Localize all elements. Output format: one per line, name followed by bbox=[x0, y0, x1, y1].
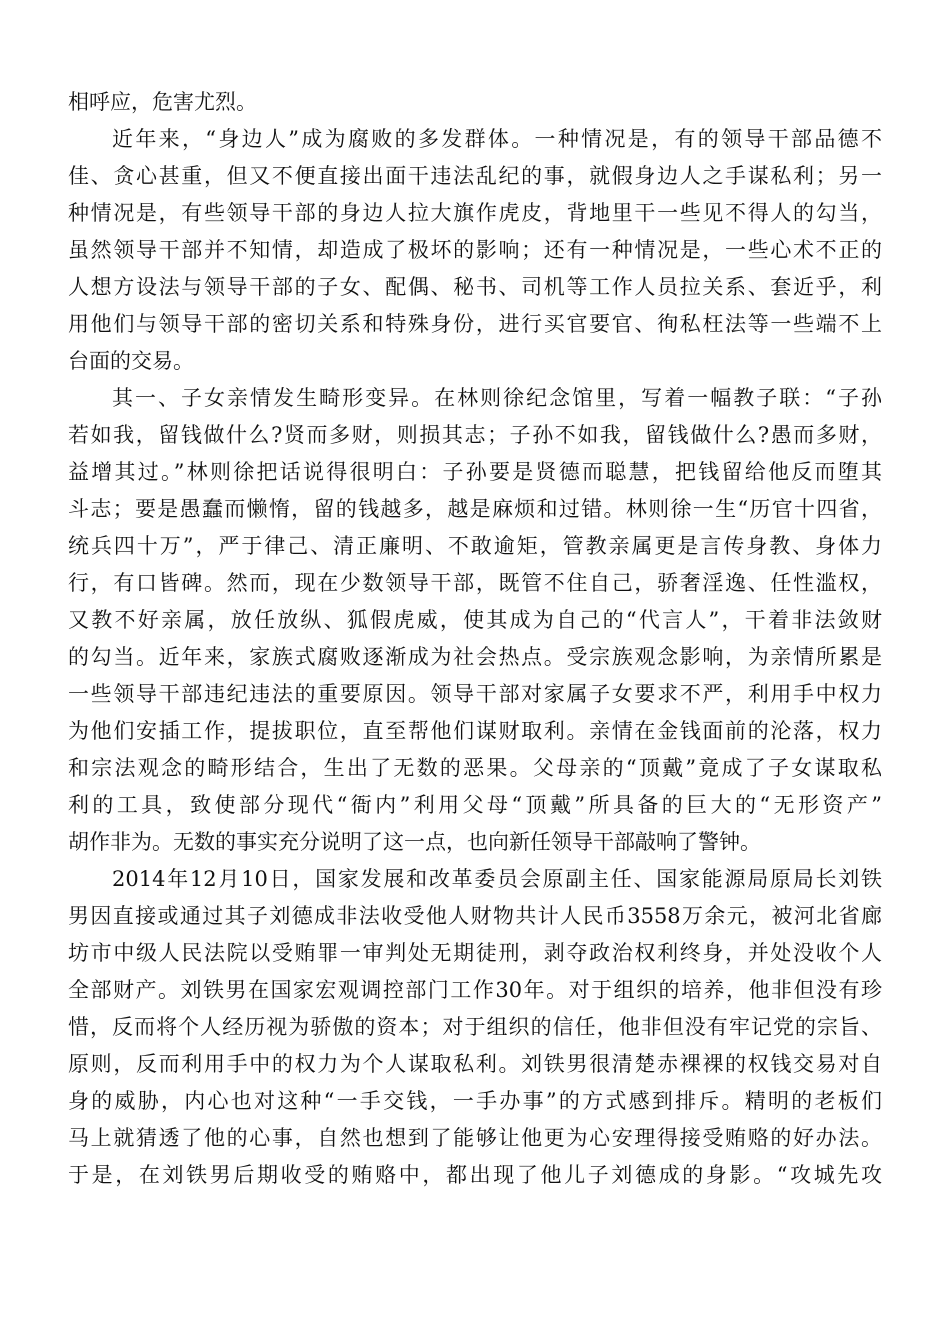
text-line: 和宗法观念的畸形结合，生出了无数的恶果。父母亲的“顶戴”竟成了子女谋取私 bbox=[68, 756, 882, 780]
text-line: 台面的交易。 bbox=[68, 349, 194, 373]
text-line: 马上就猜透了他的心事，自然也想到了能够让他更为心安理得接受贿赂的好办法。 bbox=[68, 1126, 882, 1150]
text-line: 男因直接或通过其子刘德成非法收受他人财物共计人民币3558万余元，被河北省廊 bbox=[68, 904, 882, 928]
text-line: 统兵四十万”，严于律己、清正廉明、不敢逾矩，管教亲属更是言传身教、身体力 bbox=[68, 534, 882, 558]
document-body bbox=[68, 84, 882, 1194]
text-line: 若如我，留钱做什么?贤而多财，则损其志；子孙不如我，留钱做什么?愚而多财， bbox=[68, 423, 882, 447]
text-line: 人想方设法与领导干部的子女、配偶、秘书、司机等工作人员拉关系、套近乎，利 bbox=[68, 275, 882, 299]
text-line: 又教不好亲属，放任放纵、狐假虎威，使其成为自己的“代言人”，干着非法敛财 bbox=[68, 608, 882, 632]
text-line: 一些领导干部违纪违法的重要原因。领导干部对家属子女要求不严，利用手中权力 bbox=[68, 682, 882, 706]
text-line: 2014年12月10日，国家发展和改革委员会原副主任、国家能源局原局长刘铁 bbox=[112, 867, 882, 891]
text-line: 佳、贪心甚重，但又不便直接出面干违法乱纪的事，就假身边人之手谋私利；另一 bbox=[68, 164, 882, 188]
text-line: 的勾当。近年来，家族式腐败逐渐成为社会热点。受宗族观念影响，为亲情所累是 bbox=[68, 645, 882, 669]
text-line: 虽然领导干部并不知情，却造成了极坏的影响；还有一种情况是，一些心术不正的 bbox=[68, 238, 882, 262]
text-line: 利的工具，致使部分现代“衙内”利用父母“顶戴”所具备的巨大的“无形资产” bbox=[68, 793, 882, 817]
text-line: 全部财产。刘铁男在国家宏观调控部门工作30年。对于组织的培养，他非但没有珍 bbox=[68, 978, 882, 1002]
text-line: 益增其过。”林则徐把话说得很明白：子孙要是贤德而聪慧，把钱留给他反而堕其 bbox=[68, 460, 882, 484]
text-line: 斗志；要是愚蠢而懒惰，留的钱越多，越是麻烦和过错。林则徐一生“历官十四省， bbox=[68, 497, 882, 521]
text-line: 用他们与领导干部的密切关系和特殊身份，进行买官要官、徇私枉法等一些端不上 bbox=[68, 312, 882, 336]
text-line: 其一、子女亲情发生畸形变异。在林则徐纪念馆里，写着一幅教子联：“子孙 bbox=[112, 386, 882, 410]
text-line: 身的威胁，内心也对这种“一手交钱，一手办事”的方式感到排斥。精明的老板们 bbox=[68, 1089, 882, 1113]
text-line: 于是，在刘铁男后期收受的贿赂中，都出现了他儿子刘德成的身影。“攻城先攻 bbox=[68, 1163, 882, 1187]
text-line: 坊市中级人民法院以受贿罪一审判处无期徒刑，剥夺政治权利终身，并处没收个人 bbox=[68, 941, 882, 965]
text-line: 惜，反而将个人经历视为骄傲的资本；对于组织的信任，他非但没有牢记党的宗旨、 bbox=[68, 1015, 882, 1039]
text-line: 为他们安插工作，提拔职位，直至帮他们谋财取利。亲情在金钱面前的沦落，权力 bbox=[68, 719, 882, 743]
text-line: 胡作非为。无数的事实充分说明了这一点，也向新任领导干部敲响了警钟。 bbox=[68, 830, 761, 854]
text-line: 行，有口皆碑。然而，现在少数领导干部，既管不住自己，骄奢淫逸、任性滥权， bbox=[68, 571, 882, 595]
text-line: 种情况是，有些领导干部的身边人拉大旗作虎皮，背地里干一些见不得人的勾当， bbox=[68, 201, 882, 225]
text-line: 相呼应，危害尤烈。 bbox=[68, 90, 257, 114]
text-line: 近年来，“身边人”成为腐败的多发群体。一种情况是，有的领导干部品德不 bbox=[112, 127, 882, 151]
text-line: 原则，反而利用手中的权力为个人谋取私利。刘铁男很清楚赤裸裸的权钱交易对自 bbox=[68, 1052, 882, 1076]
